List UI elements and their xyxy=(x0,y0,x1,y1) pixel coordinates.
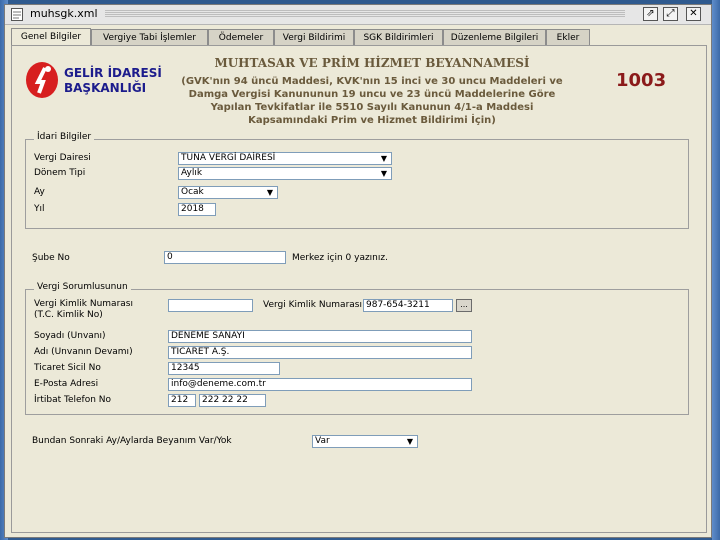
form-subtitle-line3: Yapılan Tevkifatlar ile 5510 Sayılı Kanunun 4/1-a Maddesi xyxy=(210,102,534,113)
yil-input[interactable]: 2018 xyxy=(178,203,216,216)
chevron-down-icon: ▼ xyxy=(266,188,274,197)
adi-input[interactable]: TİCARET A.Ş. xyxy=(168,346,472,359)
yil-label: Yıl xyxy=(34,204,45,214)
donem-tipi-value: Aylık xyxy=(181,168,203,178)
vkn-lookup-button[interactable]: ... xyxy=(456,299,472,312)
vkn-label: Vergi Kimlik Numarası xyxy=(263,300,362,310)
form-code: 1003 xyxy=(616,70,667,91)
tab-duzenleme-bilgileri[interactable]: Düzenleme Bilgileri xyxy=(443,29,546,45)
eposta-label: E-Posta Adresi xyxy=(34,379,99,389)
adi-label: Adı (Unvanın Devamı) xyxy=(34,347,133,357)
form-title: MUHTASAR VE PRİM HİZMET BEYANNAMESİ xyxy=(214,56,530,70)
ay-select[interactable] xyxy=(178,186,278,199)
idari-bilgiler-legend: İdari Bilgiler xyxy=(34,132,94,142)
title-bar xyxy=(5,5,711,25)
chevron-down-icon: ▼ xyxy=(380,154,388,163)
tab-bar xyxy=(11,28,711,46)
sube-no-label: Şube No xyxy=(32,253,70,263)
org-name-line1: GELİR İDARESİ xyxy=(64,66,162,80)
close-button[interactable]: ✕ xyxy=(686,7,701,21)
sicil-input[interactable]: 12345 xyxy=(168,362,280,375)
gib-logo-icon xyxy=(24,60,60,100)
form-subtitle xyxy=(162,75,582,127)
ay-value: Ocak xyxy=(181,187,204,197)
telefon-number-input[interactable]: 222 22 22 xyxy=(199,394,266,407)
tab-sgk-bildirimleri[interactable]: SGK Bildirimleri xyxy=(354,29,443,45)
chevron-down-icon: ▼ xyxy=(406,437,414,446)
title-bar-grip xyxy=(105,10,625,18)
soyadi-label: Soyadı (Unvanı) xyxy=(34,331,106,341)
idari-bilgiler-group xyxy=(25,132,689,229)
vergi-dairesi-value: TUNA VERGİ DAİRESİ xyxy=(181,153,276,163)
eposta-input[interactable]: info@deneme.com.tr xyxy=(168,378,472,391)
window-title: muhsgk.xml xyxy=(30,7,98,20)
form-subtitle-line1: (GVK'nın 94 üncü Maddesi, KVK'nın 15 inci ve 30 uncu Maddeleri ve xyxy=(181,76,563,87)
restore-button[interactable]: ⇗ xyxy=(643,7,658,21)
form-subtitle-line4: Kapsamındaki Prim ve Hizmet Bildirimi İçin) xyxy=(248,115,496,126)
genel-bilgiler-panel xyxy=(11,45,707,533)
tab-genel-bilgiler[interactable]: Genel Bilgiler xyxy=(11,28,91,46)
vergi-sorumlusu-group xyxy=(25,282,689,415)
chevron-down-icon: ▼ xyxy=(380,169,388,178)
application-window xyxy=(4,4,712,538)
sube-no-input[interactable]: 0 xyxy=(164,251,286,264)
telefon-label: İrtibat Telefon No xyxy=(34,395,112,405)
soyadi-input[interactable]: DENEME SANAYİ xyxy=(168,330,472,343)
org-name-line2: BAŞKANLIĞI xyxy=(64,81,147,95)
maximize-button[interactable]: ⤢ xyxy=(663,7,678,21)
tab-vergiye-tabi-islemler[interactable]: Vergiye Tabi İşlemler xyxy=(91,29,208,45)
tab-odemeler[interactable]: Ödemeler xyxy=(208,29,274,45)
sube-no-hint: Merkez için 0 yazınız. xyxy=(292,253,388,263)
org-name xyxy=(64,66,162,96)
beyan-label: Bundan Sonraki Ay/Aylarda Beyanım Var/Yok xyxy=(32,436,232,446)
vergi-dairesi-label: Vergi Dairesi xyxy=(34,153,91,163)
tab-ekler[interactable]: Ekler xyxy=(546,29,590,45)
tckn-input[interactable] xyxy=(168,299,253,312)
document-icon xyxy=(11,8,23,21)
beyan-select[interactable] xyxy=(312,435,418,448)
tckn-label-line1: Vergi Kimlik Numarası xyxy=(34,299,133,309)
vkn-input[interactable]: 987-654-3211 xyxy=(363,299,453,312)
telefon-code-input[interactable]: 212 xyxy=(168,394,196,407)
beyan-value: Var xyxy=(315,436,330,446)
form-subtitle-line2: Damga Vergisi Kanununun 19 uncu ve 23 üncü Maddelerine Göre xyxy=(188,89,556,100)
vergi-dairesi-select[interactable] xyxy=(178,152,392,165)
ay-label: Ay xyxy=(34,187,45,197)
tab-vergi-bildirimi[interactable]: Vergi Bildirimi xyxy=(274,29,354,45)
donem-tipi-label: Dönem Tipi xyxy=(34,168,86,178)
sicil-label: Ticaret Sicil No xyxy=(34,363,101,373)
donem-tipi-select[interactable] xyxy=(178,167,392,180)
tckn-label-line2: (T.C. Kimlik No) xyxy=(34,310,103,320)
background-edge-right xyxy=(712,0,720,540)
vergi-sorumlusu-legend: Vergi Sorumlusunun xyxy=(34,282,131,292)
